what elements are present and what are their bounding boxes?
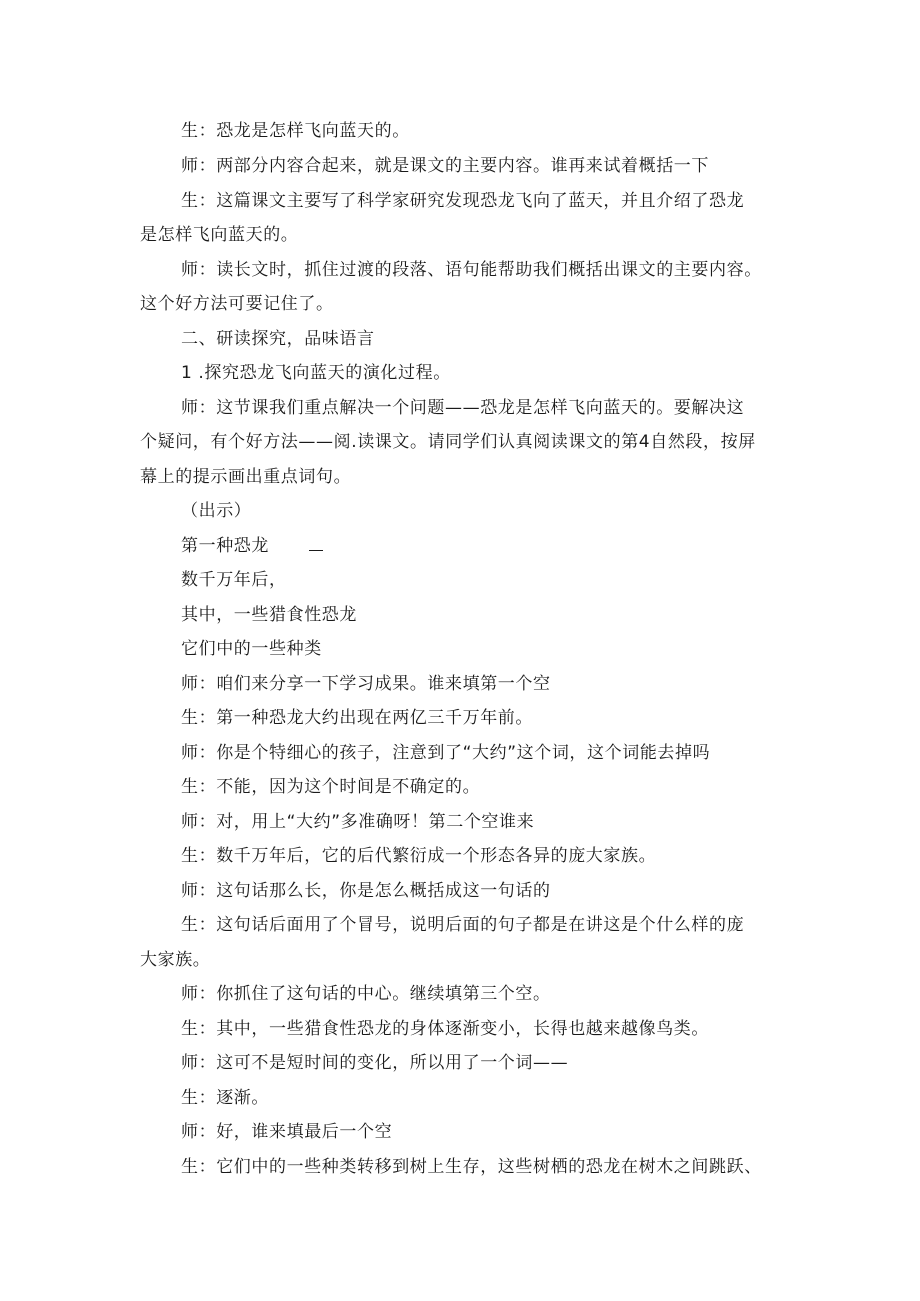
fill-in-blank [309, 534, 323, 551]
text-line: 生：数千万年后，它的后代繁衍成一个形态各异的庞大家族。 [181, 846, 657, 866]
text-line: 师：两部分内容合起来，就是课文的主要内容。谁再来试着概括一下 [181, 156, 709, 176]
text-line: 生：其中，一些猎食性恐龙的身体逐渐变小，长得也越来越像鸟类。 [181, 1019, 709, 1039]
fill-in-text: 第一种恐龙 [181, 536, 269, 556]
fill-in-line: 数千万年后， [181, 570, 287, 590]
text-line: 生：不能，因为这个时间是不确定的。 [181, 777, 481, 797]
text-line: 生：逐渐。 [181, 1088, 269, 1108]
text-line: 师：这可不是短时间的变化，所以用了一个词—— [181, 1053, 569, 1073]
subsection-heading: 1 .探究恐龙飞向蓝天的演化过程。 [181, 363, 451, 383]
text-line: 师：对，用上“大约”多准确呀！第二个空谁来 [181, 812, 535, 832]
text-line: 师：读长文时，抓住过渡的段落、语句能帮助我们概括出课文的主要内容。 [181, 260, 762, 280]
text-line: 生：第一种恐龙大约出现在两亿三千万年前。 [181, 708, 533, 728]
text-line: 师：咱们来分享一下学习成果。谁来填第一个空 [181, 674, 551, 694]
text-line: 生：这篇课文主要写了科学家研究发现恐龙飞向了蓝天，并且介绍了恐龙 [181, 191, 745, 211]
text-line: 师：你抓住了这句话的中心。继续填第三个空。 [181, 984, 551, 1004]
text-line: 幕上的提示画出重点词句。 [140, 467, 352, 487]
fill-in-line: 它们中的一些种类 [181, 639, 322, 659]
text-line: 是怎样飞向蓝天的。 [140, 225, 299, 245]
text-line: 个疑问，有个好方法——阅.读课文。请同学们认真阅读课文的第4自然段，按屏 [140, 432, 756, 452]
text-line: 师：这节课我们重点解决一个问题——恐龙是怎样飞向蓝天的。要解决这 [181, 398, 745, 418]
text-line: 生：它们中的一些种类转移到树上生存，这些树栖的恐龙在树木之间跳跃、 [181, 1157, 762, 1177]
text-line: （出示） [181, 501, 252, 521]
text-line: 生：恐龙是怎样飞向蓝天的。 [181, 121, 410, 141]
fill-in-line: 其中，一些猎食性恐龙 [181, 605, 357, 625]
text-line: 师：这句话那么长，你是怎么概括成这一句话的 [181, 881, 551, 901]
text-line: 师：好，谁来填最后一个空 [181, 1122, 393, 1142]
text-line: 生：这句话后面用了个冒号，说明后面的句子都是在讲这是个什么样的庞 [181, 915, 745, 935]
text-line: 这个好方法可要记住了。 [140, 294, 334, 314]
text-line: 大家族。 [140, 950, 211, 970]
fill-in-line [181, 534, 323, 558]
section-heading: 二、研读探究，品味语言 [181, 329, 375, 349]
text-line: 师：你是个特细心的孩子，注意到了“大约”这个词，这个词能去掉吗 [181, 743, 711, 763]
